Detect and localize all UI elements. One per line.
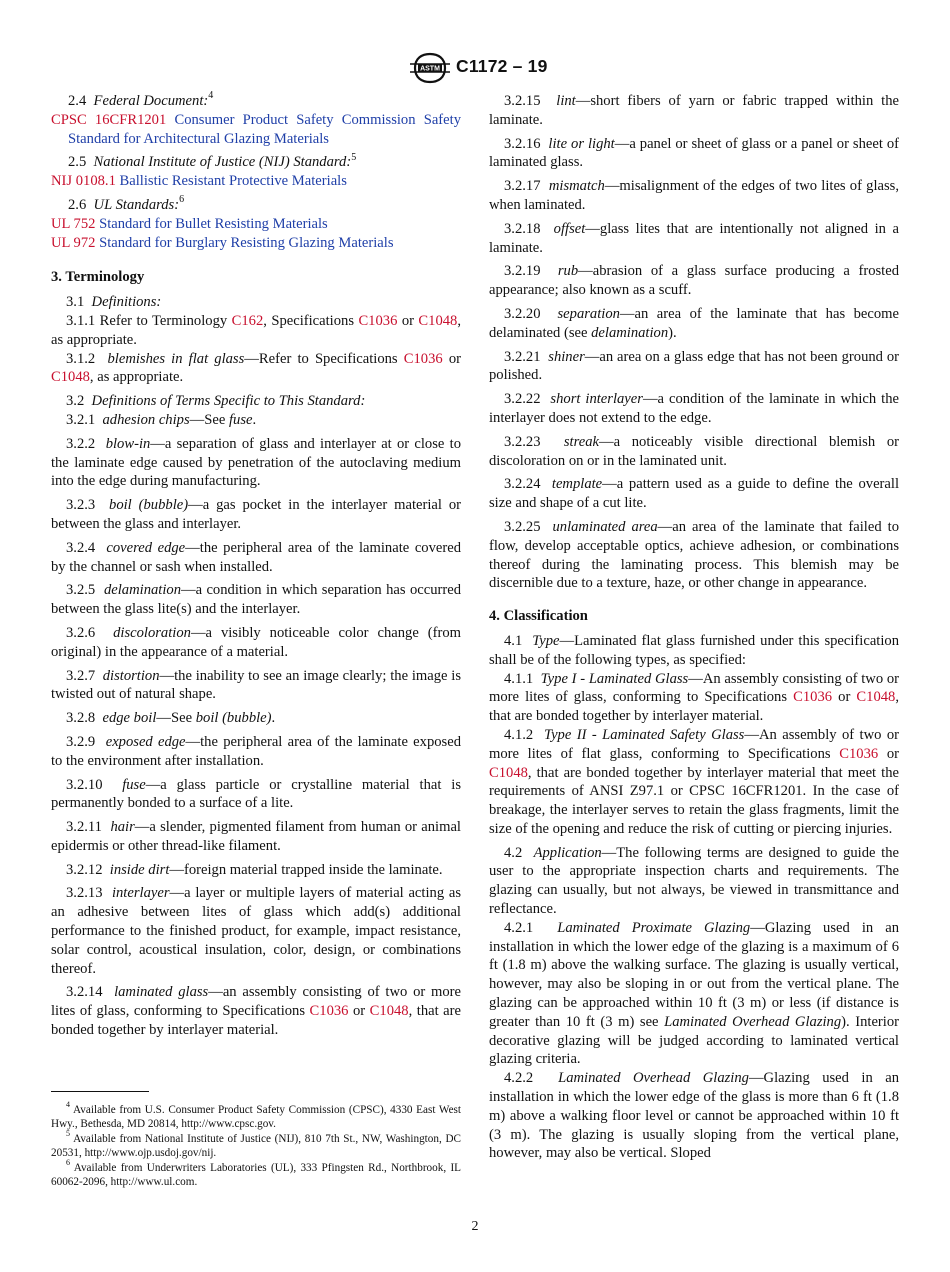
section-3-1-1: 3.1.1 Refer to Terminology C162, Specifications C1036 or C1048, as appropriate. [51, 312, 461, 348]
definition-3-2-5: 3.2.5 delamination—a condition in which separation has occurred between the glass lite(s) and the interlayer. [51, 582, 462, 618]
svg-text:ASTM: ASTM [420, 65, 440, 73]
definition-3-2-11: 3.2.11 hair—a slender, pigmented filament from human or animal epidermis or other thread-like filament. [51, 819, 461, 854]
section-4-2: 4.2 Application—The following terms are designed to guide the user to the appropriate inspection charts and requirements. The glazing can usually, but not always, be viewed in transmittance and reflectance. [489, 844, 899, 918]
footnote-4: $^4$ Available from U.S. Consumer Product Safety Commission (CPSC), 4330 East West Hwy., Bethesda, MD 20814, http://www.cpsc.gov. [51, 1100, 461, 1130]
section-3-2: 3.2 Definitions of Terms Specific to This Standard: [66, 393, 366, 410]
ref-c1036[interactable]: C1036 [309, 1003, 349, 1020]
definition-3-2-16: 3.2.16 lite or light—a panel or sheet of glass or a panel or sheet of laminated glass. [489, 135, 900, 171]
ref-c1048[interactable]: C1048 [489, 764, 528, 781]
ref-c162[interactable]: C162 [231, 312, 264, 329]
ref-link-ul972[interactable]: Standard for Burglary Resisting Glazing Materials [99, 234, 394, 251]
definition-3-2-10: 3.2.10 fuse—a glass particle or crystalline material that is permanently bonded to a surface of a lite. [51, 776, 462, 812]
definition-3-2-21: 3.2.21 shiner—an area on a glass edge that has not been ground or polished. [489, 348, 900, 384]
section-4-2-2: 4.2.2 Laminated Overhead Glazing—Glazing used in an installation in which the lower edge of the glass is more than 6 ft (1.8 m) above a walking floor level or cannot be approached within 10 ft (3 m). The glazing is usually sloping from the vertical plane, however, may also be vertical. Sloped [489, 1070, 899, 1162]
ref-link-nij[interactable]: Ballistic Resistant Protective Materials [119, 173, 347, 190]
definition-3-2-15: 3.2.15 lint—short fibers of yarn or fabric trapped within the laminate. [489, 93, 899, 128]
section-3-1-2: 3.1.2 blemishes in flat glass—Refer to Specifications C1036 or C1048, as appropriate. [51, 350, 461, 386]
section-4-2-1: 4.2.1 Laminated Proximate Glazing—Glazing used in an installation in which the lower edge of the glazing is a maximum of 6 ft (1.8 m) above the walking surface. The glazing is usually vertical, however, may also be sloping in or out from the vertical plane. The glazing can be approached within 10 ft (3 m) or less (if distance is greater than 10 ft (3 m) see Laminated Overhead Glazing). Interior decorative glazing will be judged according to laminated vertical glazing criteria. [489, 919, 899, 1068]
definition-3-2-18: 3.2.18 offset—glass lites that are intentionally not aligned in a laminate. [489, 220, 900, 256]
ref-c1048[interactable]: C1048 [418, 312, 458, 329]
definition-3-2-24: 3.2.24 template—a pattern used as a guide to define the overall size and shape of a cut lite. [489, 476, 899, 512]
section-2-6: 2.6 UL Standards:$^6$ UL 752 Standard for Bullet Resisting Materials UL 972 Standard for Burglary Resisting Glazing Materials [51, 194, 394, 251]
document-designation: C1172 – 19 [456, 56, 548, 76]
footnote-divider [51, 1091, 149, 1092]
definition-3-2-22: 3.2.22 short interlayer—a condition of the laminate in which the interlayer does not extend to the edge. [489, 391, 899, 426]
definition-3-2-23: 3.2.23 streak—a noticeably visible directional blemish or discoloration on or in the laminated unit. [489, 433, 900, 469]
definition-3-2-3: 3.2.3 boil (bubble)—a gas pocket in the interlayer material or between the glass and interlayer. [51, 497, 461, 532]
footnotes [51, 1091, 461, 1190]
section-4-1-2: 4.1.2 Type II - Laminated Safety Glass—An assembly of two or more lites of flat glass, conforming to Specifications C1036 or C1048, that are bonded together by interlayer material that meet the requirements of ANSI Z97.1 or CPSC 16CFR1201. In the case of breakage, the interlayer serves to retain the glass fragments, limit the size of the opening and reduce the risk of cutting or piercing injuries. [489, 726, 900, 837]
ref-link-ul752[interactable]: Standard for Bullet Resisting Materials [99, 215, 328, 232]
definition-3-2-20: 3.2.20 separation—an area of the laminate that has become delaminated (see delamination). [489, 305, 899, 341]
ref-c1036[interactable]: C1036 [403, 350, 443, 367]
definition-3-2-2: 3.2.2 blow-in—a separation of glass and interlayer at or close to the laminate edge caused by penetration of the autoclaving medium into the edge during manufacturing. [51, 435, 461, 490]
page-number: 2 [471, 1219, 479, 1234]
footnote-5: $^5$ Available from National Institute of Justice (NIJ), 810 7th St., NW, Washington, DC 20531, http://www.ojp.usdoj.gov/nij. [51, 1129, 461, 1159]
ref-c1036[interactable]: C1036 [793, 689, 833, 706]
page-header [0, 52, 950, 86]
definition-3-2-9: 3.2.9 exposed edge—the peripheral area of the laminate exposed to the environment after installation. [51, 733, 462, 769]
right-column [489, 92, 899, 1163]
section-3-1: 3.1 Definitions: [66, 294, 162, 311]
ref-code-ul972[interactable]: UL 972 [51, 234, 96, 251]
definition-3-2-7: 3.2.7 distortion—the inability to see an image clearly; the image is twisted out of natural shape. [51, 667, 461, 703]
definition-3-2-6: 3.2.6 discoloration—a visibly noticeable color change (from original) in the appearance of a material. [51, 624, 461, 660]
definition-3-2-12: 3.2.12 inside dirt—foreign material trapped inside the laminate. [66, 861, 443, 878]
definition-3-2-25: 3.2.25 unlaminated area—an area of the laminate that failed to flow, develop acceptable optics, achieve adhesion, or combinations thereof during the laminating process. This blemish may be discernible due to a texture, haze, or other change in appearance. [489, 518, 899, 592]
definition-3-2-8: 3.2.8 edge boil—See boil (bubble). [66, 710, 276, 727]
heading-terminology: 3. Terminology [51, 269, 145, 286]
astm-logo-icon [407, 52, 453, 84]
ref-code-cpsc[interactable]: CPSC 16CFR1201 [51, 111, 167, 128]
ref-code-ul752[interactable]: UL 752 [51, 215, 96, 232]
definition-3-2-13: 3.2.13 interlayer—a layer or multiple layers of material acting as an adhesive between lites of glass which add(s) additional performance to the finished product, for example, impact resistance, solar control, acoustical insulation, color, design, or combinations thereof. [51, 885, 461, 977]
ref-c1048[interactable]: C1048 [369, 1003, 409, 1020]
section-4-1: 4.1 Type—Laminated flat glass furnished under this specification shall be of the following types, as specified: [489, 632, 900, 668]
ref-code-nij[interactable]: NIJ 0108.1 [51, 173, 116, 190]
definition-3-2-14: 3.2.14 laminated glass—an assembly consisting of two or more lites of glass, conforming to Specifications C1036 or C1048, that are bonded together by interlayer material. [51, 984, 462, 1039]
section-2-5: 2.5 National Institute of Justice (NIJ) Standard:$^5$ NIJ 0108.1 Ballistic Resistant Protective Materials [51, 151, 357, 190]
ref-c1036[interactable]: C1036 [358, 312, 398, 329]
definition-3-2-19: 3.2.19 rub—abrasion of a glass surface producing a frosted appearance; also known as a scuff. [489, 263, 900, 299]
left-column [51, 92, 461, 1045]
definition-3-2-1: 3.2.1 adhesion chips—See fuse. [66, 411, 257, 428]
heading-classification: 4. Classification [489, 608, 588, 625]
ref-c1036[interactable]: C1036 [839, 745, 879, 762]
ref-c1048[interactable]: C1048 [856, 689, 896, 706]
definition-3-2-17: 3.2.17 mismatch—misalignment of the edges of two lites of glass, when laminated. [489, 178, 899, 213]
footnote-6: $^6$ Available from Underwriters Laboratories (UL), 333 Pfingsten Rd., Northbrook, IL 60062-2096, http://www.ul.com. [51, 1158, 462, 1188]
section-4-1-1: 4.1.1 Type I - Laminated Glass—An assembly consisting of two or more lites of glass, conforming to Specifications C1036 or C1048, that are bonded together by interlayer material. [489, 670, 899, 725]
ref-link-cpsc[interactable]: Consumer Product Safety Commission Safety Standard for Architectural Glazing Materials [68, 111, 461, 147]
ref-c1048[interactable]: C1048 [51, 369, 90, 386]
section-2-4: 2.4 Federal Document:$^4$ CPSC 16CFR1201 Consumer Product Safety Commission Safety Standard for Architectural Glazing Materials [51, 90, 461, 147]
definition-3-2-4: 3.2.4 covered edge—the peripheral area of the laminate covered by the channel or sash when installed. [51, 539, 462, 575]
